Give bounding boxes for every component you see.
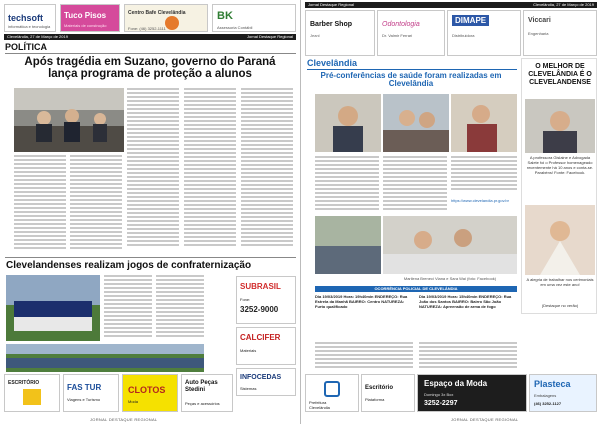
ad-phone: (46) 3252-1127 [534, 401, 562, 406]
ad-brand: Centro Bafe Clevelândia [128, 10, 186, 16]
governor-photo [14, 88, 124, 152]
logo-icon [165, 16, 179, 30]
ad-sub: Embalagens [534, 393, 557, 398]
photo-image [525, 99, 595, 153]
conference-photo-5 [383, 216, 517, 274]
photo-image [451, 94, 517, 152]
right-column-3 [451, 156, 517, 196]
ad-brand: Espaço da Moda [424, 379, 488, 388]
issue-date: Clevelândia, 27 de Março de 2019 [533, 2, 594, 7]
ad-brand: SUBRASIL [240, 282, 281, 291]
second-column-1 [104, 275, 152, 341]
article-column-3 [127, 88, 179, 253]
conference-photo-2 [383, 94, 449, 152]
techsoft-ad[interactable] [4, 4, 56, 32]
promo-title: O MELHOR DE CLEVELÂNDIA É O CLEVELANDENSE [528, 63, 592, 86]
source-link[interactable]: https://www.clevelandia.pr.gov.br [451, 198, 509, 203]
promo-text-2: A alegria de trabalhar nos cerimoniais em uma vez este ano! [526, 277, 594, 287]
ad-brand: Viccari [528, 17, 551, 24]
ad-phone: 3252-2297 [424, 400, 458, 407]
conference-photo-3 [451, 94, 517, 152]
ad-sub: Materiais de construção [64, 23, 107, 28]
right-column-1 [315, 156, 379, 214]
ad-sub: Clevelândia [309, 405, 330, 410]
ad-brand: BK [217, 10, 233, 22]
section-title: POLÍTICA [5, 42, 47, 52]
crest-icon [324, 381, 340, 397]
ad-sub: Peças e acessórios [185, 401, 220, 406]
logo-icon [23, 389, 41, 405]
ad-sub: Sistemas [240, 386, 257, 391]
ad-sub: Engenharia [528, 31, 549, 36]
article-column-5 [241, 88, 293, 253]
photo-image [383, 216, 517, 274]
ad-brand: CLOTOS [128, 385, 166, 395]
second-headline: Clevelandenses realizam jogos de confraternização [6, 260, 252, 271]
article-column-1 [14, 155, 66, 253]
divider [5, 53, 296, 54]
photo-caption: Marilena Breneci Viana e Sara Wai (foto: Facebook) [403, 276, 497, 281]
subrasil-ad[interactable] [236, 276, 296, 324]
ad-label: Fone: [240, 297, 251, 302]
photo-image [315, 216, 381, 274]
ad-brand: Plasteca [534, 379, 571, 389]
child-photo [525, 205, 595, 275]
ad-brand: ESCRITÓRIO [8, 380, 40, 386]
barber-shop-ad[interactable] [305, 10, 375, 56]
divider [307, 69, 517, 70]
photo-image [315, 94, 381, 152]
right-page [300, 0, 600, 424]
header-band [4, 34, 296, 40]
promo-source: (Destaque no verão) [541, 303, 579, 308]
ad-brand: DIMAPE [452, 15, 489, 26]
ad-sub: Viagens e Turismo [67, 397, 101, 402]
conference-photo-1 [315, 94, 381, 152]
article-headline: Após tragédia em Suzano, governo do Paraná lança programa de proteção a alunos [24, 56, 276, 81]
photo-image [525, 205, 595, 275]
team-photo [6, 275, 100, 341]
page-footer: JORNAL DESTAQUE REGIONAL [451, 417, 519, 422]
right-column-2 [383, 156, 447, 214]
escritorio-ad[interactable] [361, 374, 415, 412]
article-headline: Pré-conferências de saúde foram realizadas em Clevelândia [320, 71, 502, 89]
photo-image [383, 94, 449, 152]
centro-bafe-ad[interactable] [124, 4, 208, 32]
infocedas-ad[interactable] [236, 368, 296, 396]
ad-sub: Domingo 3x Box [424, 392, 454, 397]
conference-photo-4 [315, 216, 381, 274]
ad-brand: FAS TUR [67, 383, 102, 392]
ad-brand: CALCIFER [240, 333, 281, 342]
page-footer: JORNAL DESTAQUE REGIONAL [90, 417, 158, 422]
police-text-1 [315, 342, 413, 372]
paper-name: Jornal Destaque Regional [246, 34, 293, 39]
article-column-2 [70, 155, 122, 253]
photo-image [6, 275, 100, 341]
ad-brand: Auto Peças Stedini [185, 380, 218, 393]
section-title: Clevelândia [307, 58, 358, 68]
dimape-ad[interactable] [447, 10, 521, 56]
calcifer-ad[interactable] [236, 327, 296, 365]
viccari-ad[interactable] [523, 10, 597, 56]
ad-sub: Plataforma [365, 397, 385, 402]
police-text-2 [419, 342, 517, 372]
ad-sub: informática e tecnologia [8, 24, 51, 29]
prefeitura-ad[interactable] [305, 374, 359, 412]
clotos-ad[interactable] [122, 374, 178, 412]
photo-image [14, 88, 124, 152]
autopecas-ad[interactable] [181, 374, 233, 412]
ad-sub: Distribuidora [452, 33, 475, 38]
plasteca-ad[interactable] [529, 374, 597, 412]
stadium-photo [6, 344, 204, 372]
promo-box [521, 58, 597, 314]
ad-brand: techsoft [8, 13, 44, 23]
article-column-4 [184, 88, 236, 253]
ad-brand: Prefeitura [309, 400, 327, 405]
fastur-ad[interactable] [63, 374, 119, 412]
divider [5, 257, 296, 258]
ad-phone: 3252-9000 [240, 305, 279, 314]
ad-brand: INFOCEDAS [240, 374, 282, 381]
ad-brand: Tuco Pisos [64, 11, 107, 20]
ad-sub: Dr. Valmir Ferrari [382, 33, 413, 38]
paper-name: Jornal Destaque Regional [308, 2, 355, 7]
second-column-2 [156, 275, 204, 341]
police-item-1: Dia 19/03/2019 Hora: 19h40min ENDEREÇO: Rua Estrela da Manhã BAIRRO: Centro NATUREZA: Furto qualificado [315, 294, 408, 309]
odontologia-ad[interactable] [377, 10, 445, 56]
header-band [305, 2, 597, 8]
issue-date: Clevelândia, 27 de Março de 2019 [7, 34, 68, 39]
ad-brand: Escritório [365, 385, 394, 391]
photo-image [6, 344, 204, 372]
police-band: OCORRÊNCIA POLICIAL DE CLEVELÂNDIA [315, 286, 517, 292]
promo-text: A professora Gislaine e Advogada Salete foi o Professor homenageado recentemente há 10 anos e conta-se. Parabéns! Fonte: Facebook. [526, 155, 594, 175]
ad-brand: Barber Shop [310, 21, 353, 28]
teacher-photo [525, 99, 595, 153]
tuco-pisos-ad[interactable] [60, 4, 120, 32]
ad-brand: Odontologia [382, 21, 420, 28]
ad-sub: Materiais [240, 348, 257, 353]
espaco-moda-ad[interactable] [417, 374, 527, 412]
ad-sub: Moda [128, 399, 139, 404]
escritorio-ad[interactable] [4, 374, 60, 412]
ad-sub: Assessoria Contábil [217, 25, 253, 30]
police-item-2: Dia 19/03/2019 Hora: 15h40min ENDEREÇO: Rua João dos Santos BAIRRO: Bairro São João NATUREZA: Apreensão de arma de fogo [419, 294, 512, 309]
ad-sub: Jeanl [310, 33, 320, 38]
bk-ad[interactable] [212, 4, 296, 32]
ad-sub: Fone: (46) 3252-1111 [128, 26, 166, 31]
